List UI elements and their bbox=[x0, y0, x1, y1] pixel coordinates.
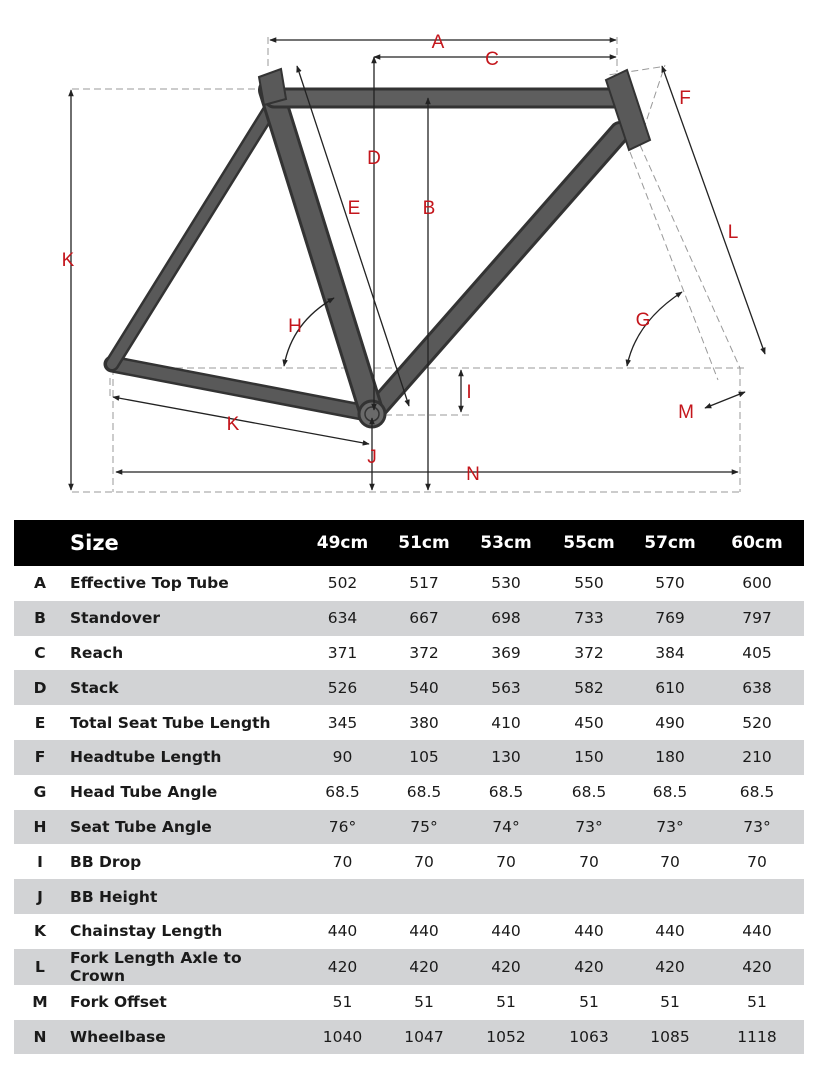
value-cell: 51 bbox=[579, 993, 599, 1012]
value-cell: 1052 bbox=[486, 1027, 526, 1046]
value-cell: 526 bbox=[327, 678, 358, 697]
table-row bbox=[14, 775, 804, 810]
value-cell: 70 bbox=[747, 852, 767, 871]
value-cell: 1085 bbox=[650, 1027, 690, 1046]
dim-label-l: L bbox=[727, 222, 739, 243]
value-cell: 420 bbox=[742, 957, 772, 976]
value-cell: 1047 bbox=[404, 1027, 444, 1046]
row-letter: C bbox=[34, 643, 46, 662]
value-cell: 1040 bbox=[322, 1027, 363, 1046]
value-cell: 70 bbox=[332, 852, 353, 871]
table-body bbox=[14, 566, 804, 1054]
value-cell: 68.5 bbox=[739, 783, 775, 802]
table-row bbox=[14, 1020, 804, 1055]
value-cell: 51 bbox=[414, 993, 434, 1012]
value-cell: 73° bbox=[656, 817, 684, 836]
dim-label-c: C bbox=[485, 49, 499, 70]
dim-label-n: N bbox=[466, 464, 480, 485]
size-column-header: 49cm bbox=[316, 533, 369, 553]
dim-label-f: F bbox=[679, 88, 691, 109]
row-label: Stack bbox=[70, 678, 119, 697]
table-row bbox=[14, 670, 804, 705]
value-cell: 70 bbox=[579, 852, 599, 871]
value-cell: 520 bbox=[742, 713, 772, 732]
value-cell: 570 bbox=[655, 574, 685, 593]
dim-label-e: E bbox=[347, 198, 361, 219]
value-cell: 345 bbox=[327, 713, 358, 732]
value-cell: 769 bbox=[655, 609, 685, 628]
value-cell: 130 bbox=[491, 748, 521, 767]
value-cell: 68.5 bbox=[488, 783, 524, 802]
row-letter: I bbox=[37, 852, 43, 871]
value-cell: 384 bbox=[655, 643, 685, 662]
value-cell: 517 bbox=[409, 574, 439, 593]
table-row bbox=[14, 601, 804, 636]
dim-label-a: A bbox=[431, 32, 445, 53]
dim-label-m: M bbox=[678, 402, 694, 423]
row-letter: F bbox=[34, 748, 46, 767]
value-cell: 530 bbox=[491, 574, 521, 593]
value-cell: 440 bbox=[327, 922, 358, 941]
table-row bbox=[14, 949, 804, 985]
table-row bbox=[14, 985, 804, 1020]
row-label: BB Height bbox=[70, 887, 158, 906]
table-row bbox=[14, 914, 804, 949]
row-letter: A bbox=[34, 574, 46, 593]
value-cell: 550 bbox=[574, 574, 604, 593]
value-cell: 210 bbox=[742, 748, 772, 767]
value-cell: 51 bbox=[496, 993, 516, 1012]
dim-label-b: B bbox=[422, 198, 436, 219]
value-cell: 410 bbox=[491, 713, 521, 732]
value-cell: 68.5 bbox=[406, 783, 442, 802]
row-label: Standover bbox=[70, 609, 161, 628]
value-cell bbox=[548, 879, 630, 914]
value-cell: 440 bbox=[574, 922, 604, 941]
value-cell: 75° bbox=[410, 817, 438, 836]
size-column-header: 51cm bbox=[398, 533, 450, 553]
row-letter: H bbox=[33, 817, 47, 836]
row-letter: E bbox=[34, 713, 46, 732]
value-cell: 420 bbox=[655, 957, 685, 976]
geometry-table bbox=[14, 520, 804, 1054]
value-cell: 582 bbox=[574, 678, 604, 697]
table-row bbox=[14, 705, 804, 740]
row-letter: B bbox=[34, 609, 46, 628]
value-cell: 74° bbox=[492, 817, 520, 836]
value-cell: 440 bbox=[655, 922, 685, 941]
row-letter: N bbox=[33, 1027, 47, 1046]
table-row bbox=[14, 636, 804, 671]
size-column-header: 57cm bbox=[644, 533, 696, 553]
row-label: Wheelbase bbox=[70, 1027, 166, 1046]
row-letter: J bbox=[37, 887, 43, 906]
value-cell: 73° bbox=[575, 817, 603, 836]
size-column-header: 55cm bbox=[563, 533, 615, 553]
row-label: Total Seat Tube Length bbox=[70, 713, 271, 732]
dim-label-i: I bbox=[466, 382, 472, 403]
down-tube bbox=[372, 132, 620, 414]
value-cell: 1063 bbox=[569, 1027, 609, 1046]
row-label: BB Drop bbox=[70, 852, 142, 871]
size-column-header: 60cm bbox=[731, 533, 783, 553]
value-cell: 372 bbox=[409, 643, 439, 662]
value-cell: 405 bbox=[742, 643, 772, 662]
value-cell: 600 bbox=[742, 574, 772, 593]
value-cell: 698 bbox=[491, 609, 521, 628]
dim-label-g: G bbox=[635, 310, 651, 331]
value-cell: 68.5 bbox=[652, 783, 688, 802]
value-cell: 797 bbox=[742, 609, 772, 628]
value-cell: 490 bbox=[655, 713, 685, 732]
dim-label-k-height: K bbox=[61, 250, 75, 271]
value-cell: 51 bbox=[747, 993, 767, 1012]
value-cell bbox=[630, 879, 710, 914]
row-label: Headtube Length bbox=[70, 748, 222, 767]
value-cell: 420 bbox=[409, 957, 439, 976]
value-cell: 380 bbox=[409, 713, 439, 732]
chainstay-tube bbox=[112, 364, 372, 414]
frame-geometry-diagram bbox=[0, 0, 817, 510]
table-row bbox=[14, 566, 804, 601]
header-letter-cell bbox=[14, 520, 66, 566]
value-cell: 70 bbox=[660, 852, 680, 871]
size-column-header: 53cm bbox=[480, 533, 532, 553]
table-row bbox=[14, 844, 804, 879]
value-cell: 51 bbox=[332, 993, 353, 1012]
value-cell: 440 bbox=[409, 922, 439, 941]
table-row bbox=[14, 740, 804, 775]
table-header-row bbox=[14, 520, 804, 566]
row-label: Chainstay Length bbox=[70, 922, 223, 941]
value-cell: 51 bbox=[660, 993, 680, 1012]
value-cell: 70 bbox=[496, 852, 516, 871]
value-cell bbox=[710, 879, 804, 914]
value-cell: 180 bbox=[655, 748, 685, 767]
value-cell: 372 bbox=[574, 643, 604, 662]
value-cell: 420 bbox=[574, 957, 604, 976]
value-cell: 105 bbox=[409, 748, 439, 767]
row-letter: G bbox=[33, 783, 47, 802]
value-cell: 90 bbox=[332, 748, 353, 767]
value-cell: 369 bbox=[491, 643, 521, 662]
seatstay-tube bbox=[112, 100, 276, 364]
value-cell: 440 bbox=[491, 922, 521, 941]
value-cell bbox=[384, 879, 464, 914]
value-cell: 540 bbox=[409, 678, 439, 697]
value-cell: 733 bbox=[574, 609, 604, 628]
value-cell: 634 bbox=[327, 609, 358, 628]
row-letter: L bbox=[35, 957, 45, 976]
table-row bbox=[14, 810, 804, 845]
value-cell: 371 bbox=[327, 643, 358, 662]
value-cell: 68.5 bbox=[325, 783, 360, 802]
row-label: Fork Offset bbox=[70, 993, 167, 1012]
value-cell: 70 bbox=[414, 852, 434, 871]
row-label: Head Tube Angle bbox=[70, 783, 218, 802]
value-cell: 1118 bbox=[737, 1027, 777, 1046]
row-label: Effective Top Tube bbox=[70, 574, 229, 593]
table-row bbox=[14, 879, 804, 914]
seat-collar bbox=[259, 69, 286, 105]
row-letter: M bbox=[32, 993, 48, 1012]
value-cell: 563 bbox=[491, 678, 521, 697]
value-cell: 420 bbox=[327, 957, 358, 976]
value-cell: 420 bbox=[491, 957, 521, 976]
value-cell: 150 bbox=[574, 748, 604, 767]
value-cell: 502 bbox=[327, 574, 358, 593]
value-cell: 667 bbox=[409, 609, 439, 628]
value-cell: 638 bbox=[742, 678, 772, 697]
value-cell: 450 bbox=[574, 713, 604, 732]
dim-label-k-chainstay: K bbox=[226, 414, 240, 435]
value-cell: 610 bbox=[655, 678, 685, 697]
row-label: Reach bbox=[70, 643, 124, 662]
value-cell bbox=[301, 879, 384, 914]
dim-label-h: H bbox=[288, 316, 302, 337]
dim-label-j: J bbox=[367, 447, 377, 468]
size-header: Size bbox=[70, 531, 119, 555]
row-label: Seat Tube Angle bbox=[70, 817, 212, 836]
row-letter: K bbox=[33, 922, 46, 941]
row-letter: D bbox=[33, 678, 47, 697]
row-label: Fork Length Axle to Crown bbox=[70, 948, 242, 985]
value-cell: 73° bbox=[743, 817, 771, 836]
bike-frame bbox=[112, 69, 650, 427]
value-cell: 440 bbox=[742, 922, 772, 941]
value-cell: 76° bbox=[328, 817, 357, 836]
value-cell: 68.5 bbox=[571, 783, 607, 802]
dim-label-d: D bbox=[367, 148, 381, 169]
value-cell bbox=[464, 879, 548, 914]
